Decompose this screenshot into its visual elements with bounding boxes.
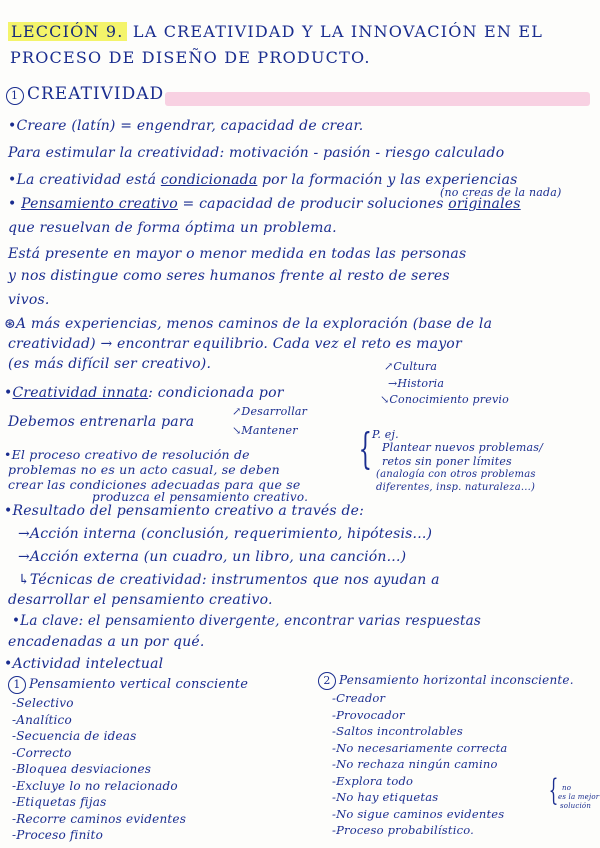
note-line: y nos distingue como seres humanos frente al resto de seres	[8, 268, 450, 284]
section-heading	[6, 84, 164, 105]
vertical-item: -Excluye lo no relacionado	[12, 778, 178, 793]
factor-label: Historia	[397, 377, 445, 390]
text-segment: •	[4, 385, 13, 401]
vertical-item: -Secuencia de ideas	[12, 729, 137, 743]
horizontal-item: -No necesariamente correcta	[332, 740, 508, 755]
vertical-item: -Selectivo	[12, 696, 74, 710]
side-note: (no creas de la nada)	[440, 186, 562, 199]
note-line: •Actividad intelectual	[4, 656, 164, 672]
train-item: ↗Desarrollar	[232, 405, 308, 418]
note-line: (es más difícil ser creativo).	[8, 356, 212, 372]
vertical-item: -Bloquea desviaciones	[12, 762, 152, 776]
horizontal-title: Pensamiento horizontal inconsciente.	[339, 673, 574, 687]
brace-mark: {	[358, 424, 373, 473]
note-line: ⊛A más experiencias, menos caminos de la exploración (base de la	[4, 316, 493, 332]
horizontal-number: 2	[318, 672, 336, 690]
note-line: •Creare (latín) = engendrar, capacidad de crear.	[8, 118, 364, 134]
vertical-item: -Analítico	[12, 712, 72, 727]
example-line: retos sin poner límites	[382, 455, 512, 468]
note-line	[8, 196, 521, 212]
train-label: Desarrollar	[241, 405, 308, 418]
example-line: diferentes, insp. naturaleza...)	[376, 482, 536, 493]
section-number: 1	[6, 87, 24, 105]
underlined-text: originales	[448, 196, 521, 212]
factor-label: Conocimiento previo	[389, 393, 509, 406]
vertical-item: -Etiquetas fijas	[12, 795, 107, 809]
side-note: es la mejor	[558, 793, 600, 801]
underlined-text: condicionada	[160, 172, 258, 188]
horizontal-item: -Explora todo	[332, 773, 414, 788]
horizontal-item: -No rechaza ningún camino	[332, 757, 498, 771]
note-line: creatividad) → encontrar equilibrio. Cada vez el reto es mayor	[8, 336, 462, 352]
note-line: Para estimular la creatividad: motivación - pasión - riesgo calculado	[8, 145, 505, 161]
side-note: no	[562, 784, 572, 792]
note-line: que resuelvan de forma óptima un problema.	[8, 220, 337, 236]
horizontal-heading	[318, 672, 574, 690]
note-line: Está presente en mayor o menor medida en todas las personas	[8, 246, 467, 262]
note-line: problemas no es un acto casual, se deben	[8, 462, 280, 477]
title-line-1	[8, 22, 543, 41]
note-line: •El proceso creativo de resolución de	[4, 447, 250, 462]
text-segment: = capacidad de producir soluciones	[177, 196, 449, 212]
vertical-number: 1	[8, 676, 26, 694]
horizontal-item: -Proceso probabilístico.	[332, 823, 474, 837]
note-line: vivos.	[8, 292, 50, 308]
note-line: produzca el pensamiento creativo.	[92, 490, 309, 504]
vertical-heading	[8, 676, 248, 694]
factor-label: Cultura	[393, 360, 438, 373]
text-segment: •	[8, 196, 22, 212]
train-label: Mantener	[241, 424, 298, 437]
horizontal-item: -Provocador	[332, 707, 405, 722]
horizontal-item: -Saltos incontrolables	[332, 724, 463, 738]
example-line: Plantear nuevos problemas/	[382, 441, 543, 454]
note-line: encadenadas a un por qué.	[8, 634, 205, 650]
factor-item: →Historia	[388, 377, 445, 390]
brace-mark: {	[548, 773, 559, 808]
title-text-1: LA CREATIVIDAD Y LA INNOVACIÓN EN EL	[132, 22, 544, 41]
underlined-text: Creatividad innata	[12, 385, 149, 401]
train-item: ↘Mantener	[232, 424, 298, 437]
text-segment: por la formación y las experiencias	[257, 172, 518, 188]
underlined-text: Pensamiento creativo	[21, 196, 178, 212]
note-line: desarrollar el pensamiento creativo.	[8, 592, 273, 608]
vertical-item: -Correcto	[12, 745, 72, 760]
note-line: Debemos entrenarla para	[8, 414, 195, 430]
note-line: →Acción externa (un cuadro, un libro, una canción...)	[18, 549, 407, 565]
factor-item: ↗Cultura	[384, 360, 438, 373]
note-line	[4, 385, 284, 401]
text-segment: •La creatividad está	[8, 172, 161, 188]
vertical-title: Pensamiento vertical consciente	[29, 677, 249, 692]
vertical-item: -Recorre caminos evidentes	[12, 811, 187, 826]
note-line: •Resultado del pensamiento creativo a través de:	[4, 503, 365, 519]
vertical-item: -Proceso finito	[12, 828, 104, 842]
horizontal-item: -No sigue caminos evidentes	[332, 806, 505, 821]
example-line: P. ej.	[372, 428, 399, 441]
section-title: CREATIVIDAD	[27, 84, 165, 104]
note-line: ↳Técnicas de creatividad: instrumentos que nos ayudan a	[18, 572, 440, 588]
note-line: →Acción interna (conclusión, requerimiento, hipótesis...)	[18, 526, 433, 542]
pink-highlight-bar	[165, 92, 590, 106]
note-line: •La clave: el pensamiento divergente, encontrar varias respuestas	[12, 613, 482, 629]
factor-item: ↘Conocimiento previo	[380, 393, 509, 406]
text-segment: : condicionada por	[148, 385, 284, 401]
side-note: solución	[560, 802, 592, 810]
note-line: crear las condiciones adecuadas para que se	[8, 477, 301, 492]
example-line: (analogía con otros problemas	[376, 469, 536, 480]
title-line-2: PROCESO DE DISEÑO DE PRODUCTO.	[10, 48, 371, 67]
horizontal-item: -Creador	[332, 691, 386, 705]
horizontal-item: -No hay etiquetas	[332, 790, 439, 804]
lesson-label: LECCIÓN 9.	[8, 22, 127, 41]
